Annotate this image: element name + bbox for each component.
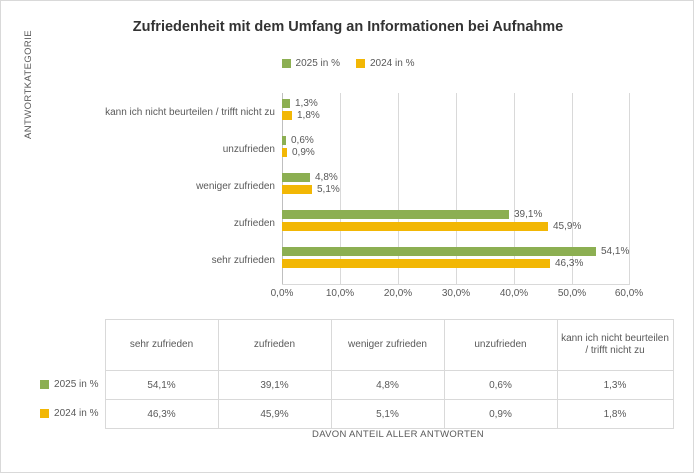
table-column-header: weniger zufrieden [331, 320, 444, 371]
bar-value-label-2025: 4,8% [315, 172, 338, 183]
table-row-label: 2025 in % [54, 378, 99, 390]
data-table [23, 319, 674, 429]
bar-2025[interactable] [282, 247, 596, 256]
y-tick-label: unzufrieden [222, 144, 275, 155]
y-tick-label: kann ich nicht beurteilen / trifft nicht zu [105, 107, 275, 118]
y-tick-label: weniger zufrieden [196, 181, 275, 192]
table-column-header: unzufrieden [444, 320, 557, 371]
bar-2024[interactable] [282, 222, 548, 231]
table-cell: 5,1% [331, 400, 444, 429]
bar-value-label-2025: 54,1% [601, 246, 630, 257]
table-cell: 4,8% [331, 371, 444, 400]
bar-2025[interactable] [282, 99, 290, 108]
x-tick-label: 60,0% [614, 288, 644, 299]
bar-value-label-2024: 1,8% [297, 110, 320, 121]
bar-value-label-2024: 45,9% [553, 221, 582, 232]
plot-area [105, 93, 630, 285]
x-axis-tick-labels [270, 288, 644, 302]
legend-swatch-2024 [356, 59, 365, 68]
table-cell: 0,6% [444, 371, 557, 400]
x-tick-label: 40,0% [499, 288, 529, 299]
y-tick-label: sehr zufrieden [211, 255, 275, 266]
table-cell: 0,9% [444, 400, 557, 429]
legend-item-2025[interactable] [282, 58, 340, 69]
table-row [23, 371, 673, 400]
bar-group [196, 172, 630, 203]
legend-item-2024[interactable] [356, 58, 414, 69]
bar-value-label-2024: 46,3% [555, 258, 584, 269]
bar-2025[interactable] [282, 136, 286, 145]
table-cell: 54,1% [105, 371, 218, 400]
table-cell: 1,3% [557, 371, 673, 400]
bar-group [222, 135, 630, 166]
bar-value-label-2024: 5,1% [317, 184, 340, 195]
bar-group [211, 246, 630, 277]
legend-label-2025: 2025 in % [295, 58, 340, 69]
legend-swatch-2025 [282, 59, 291, 68]
bar-value-label-2025: 0,6% [291, 135, 314, 146]
table-cell: 1,8% [557, 400, 673, 429]
x-axis-line [282, 284, 630, 285]
table-corner-cell [23, 320, 105, 371]
chart-title: Zufriedenheit mit dem Umfang an Informationen bei Aufnahme [132, 19, 564, 35]
bar-2024[interactable] [282, 185, 312, 194]
bar-2024[interactable] [282, 259, 550, 268]
table-cell: 39,1% [218, 371, 331, 400]
table-row-header-2025 [23, 371, 105, 400]
x-axis-title: DAVON ANTEIL ALLER ANTWORTEN [312, 429, 484, 440]
x-tick-label: 30,0% [441, 288, 471, 299]
table-column-header: zufrieden [218, 320, 331, 371]
bar-2024[interactable] [282, 111, 292, 120]
table-cell: 45,9% [218, 400, 331, 429]
x-tick-label: 10,0% [325, 288, 355, 299]
chart-legend [1, 58, 694, 69]
bar-value-label-2025: 1,3% [295, 98, 318, 109]
y-axis-title: ANTWORTKATEGORIE [23, 30, 34, 139]
x-tick-label: 50,0% [557, 288, 587, 299]
bar-group [233, 209, 630, 240]
table-row-header-2024 [23, 400, 105, 429]
bar-value-label-2024: 0,9% [292, 147, 315, 158]
legend-label-2024: 2024 in % [370, 58, 415, 69]
y-tick-label: zufrieden [233, 218, 275, 229]
table-cell: 46,3% [105, 400, 218, 429]
x-tick-label: 0,0% [270, 288, 294, 299]
data-table-wrapper [23, 319, 673, 429]
table-row-label: 2024 in % [54, 407, 99, 419]
table-row [23, 400, 673, 429]
table-column-header: kann ich nicht beurteilen / trifft nicht zu [557, 320, 673, 371]
x-tick-label: 20,0% [383, 288, 413, 299]
bar-value-label-2025: 39,1% [514, 209, 543, 220]
series-swatch-2025 [40, 380, 49, 389]
bar-group [105, 98, 630, 129]
table-column-header: sehr zufrieden [105, 320, 218, 371]
bar-2025[interactable] [282, 210, 509, 219]
bar-2025[interactable] [282, 173, 310, 182]
table-header-row [23, 320, 673, 371]
series-swatch-2024 [40, 409, 49, 418]
bar-2024[interactable] [282, 148, 287, 157]
